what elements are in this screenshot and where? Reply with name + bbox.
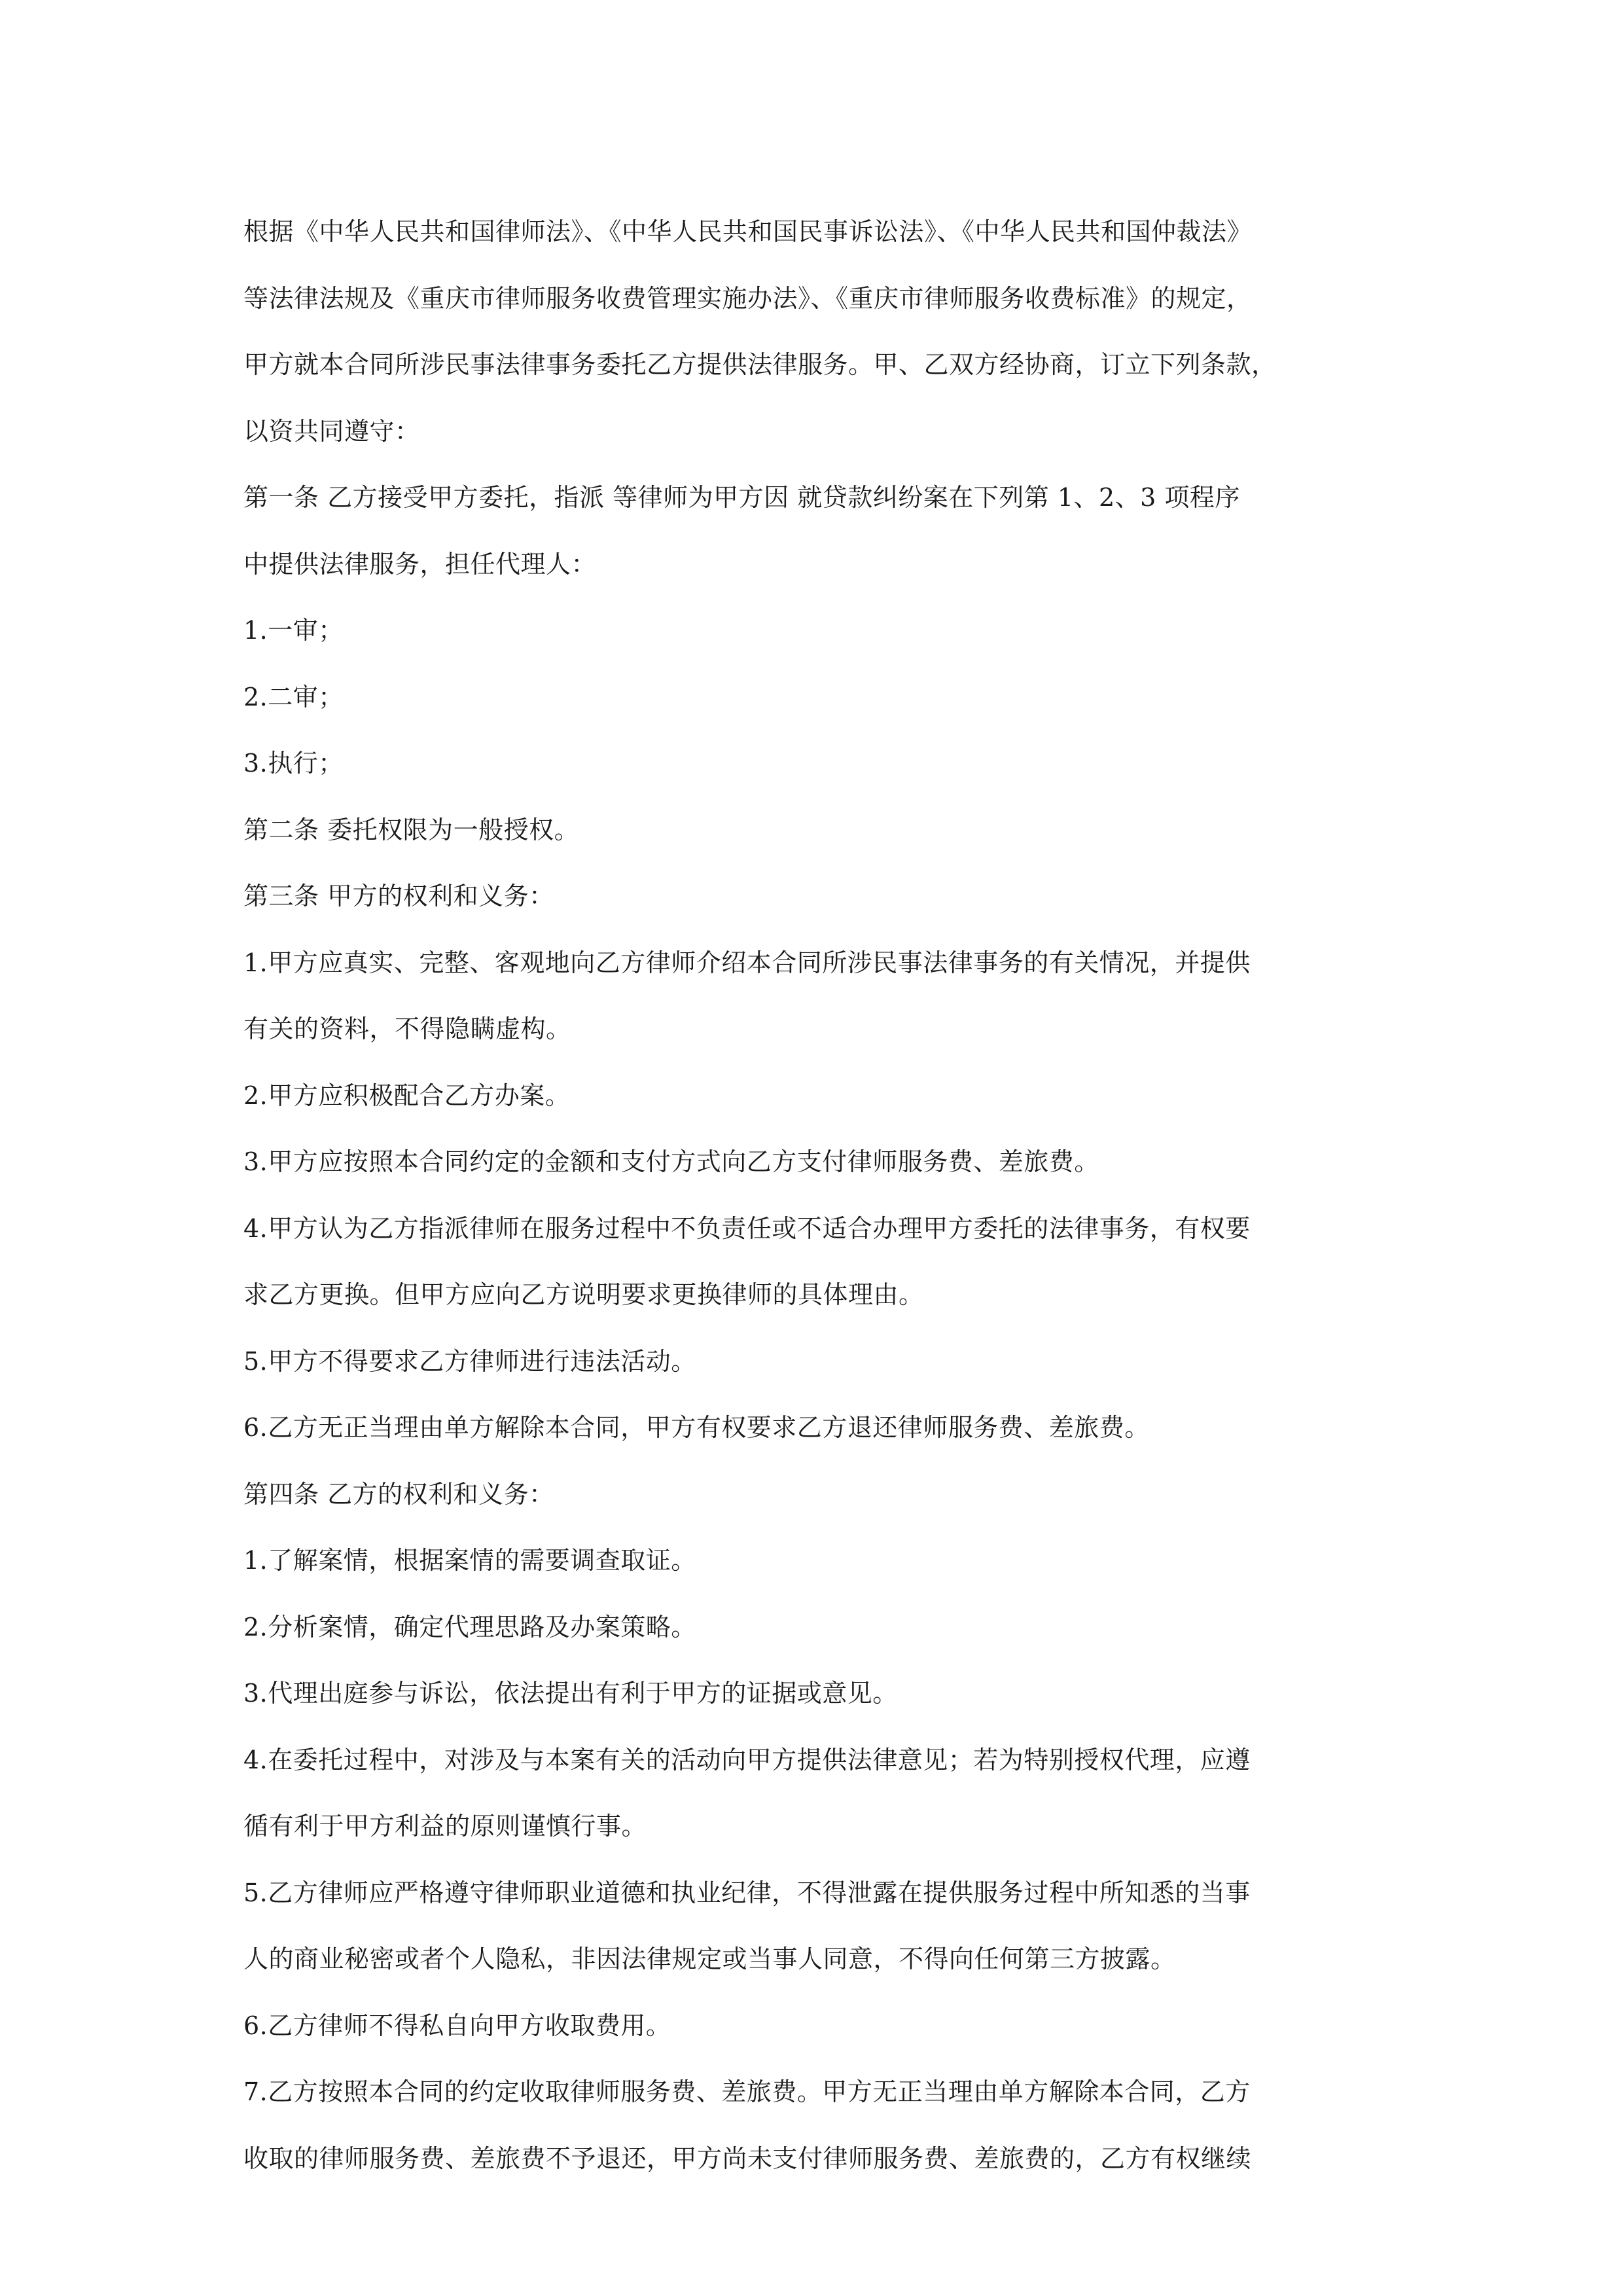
text-line: 循有利于甲方利益的原则谨慎行事。 xyxy=(243,1812,647,1840)
list-item: 1.了解案情，根据案情的需要调查取证。 xyxy=(243,1546,696,1575)
text-line: 甲方就本合同所涉民事法律事务委托乙方提供法律服务。甲、乙双方经协商，订立下列条款， xyxy=(243,350,1277,379)
list-item: 4.甲方认为乙方指派律师在服务过程中不负责任或不适合办理甲方委托的法律事务，有权要 xyxy=(243,1213,1251,1243)
list-item: 5.乙方律师应严格遵守律师职业道德和执业纪律，不得泄露在提供服务过程中所知悉的当事 xyxy=(243,1878,1251,1907)
list-item: 2.分析案情，确定代理思路及办案策略。 xyxy=(243,1612,696,1641)
list-item: 3.甲方应按照本合同约定的金额和支付方式向乙方支付律师服务费、差旅费。 xyxy=(243,1147,1099,1176)
text-line: 根据《中华人民共和国律师法》、《中华人民共和国民事诉讼法》、《中华人民共和国仲裁法》 xyxy=(243,217,1253,246)
list-item: 2.二审； xyxy=(243,682,344,711)
article-2-heading: 第二条 委托权限为一般授权。 xyxy=(243,815,580,844)
article-3-heading: 第三条 甲方的权利和义务： xyxy=(243,882,554,910)
list-item: 2.甲方应积极配合乙方办案。 xyxy=(243,1081,571,1110)
list-item: 7.乙方按照本合同的约定收取律师服务费、差旅费。甲方无正当理由单方解除本合同，乙方 xyxy=(243,2077,1251,2106)
contract-body xyxy=(243,208,1395,2201)
text-line: 以资共同遵守： xyxy=(243,416,420,446)
list-item: 6.乙方律师不得私自向甲方收取费用。 xyxy=(243,2011,671,2040)
list-item: 4.在委托过程中，对涉及与本案有关的活动向甲方提供法律意见；若为特别授权代理，应遵 xyxy=(243,1745,1251,1774)
text-line: 等法律法规及《重庆市律师服务收费管理实施办法》、《重庆市律师服务收费标准》的规定， xyxy=(243,283,1252,313)
text-line: 收取的律师服务费、差旅费不予退还，甲方尚未支付律师服务费、差旅费的，乙方有权继续 xyxy=(243,2144,1252,2173)
list-item: 1.一审； xyxy=(243,616,344,645)
list-item: 3.执行； xyxy=(243,749,344,778)
list-item: 3.代理出庭参与诉讼，依法提出有利于甲方的证据或意见。 xyxy=(243,1679,898,1708)
text-line: 人的商业秘密或者个人隐私，非因法律规定或当事人同意，不得向任何第三方披露。 xyxy=(243,1945,1176,1973)
list-item: 5.甲方不得要求乙方律师进行违法活动。 xyxy=(243,1346,696,1376)
article-1-heading: 第一条 乙方接受甲方委托，指派 等律师为甲方因 就贷款纠纷案在下列第 1、2、3 项程序 xyxy=(243,483,1240,512)
text-line: 有关的资料，不得隐瞒虚构。 xyxy=(243,1014,571,1043)
list-item: 1.甲方应真实、完整、客观地向乙方律师介绍本合同所涉民事法律事务的有关情况，并提供 xyxy=(243,948,1251,977)
list-item: 6.乙方无正当理由单方解除本合同，甲方有权要求乙方退还律师服务费、差旅费。 xyxy=(243,1413,1150,1442)
text-line: 中提供法律服务，担任代理人： xyxy=(243,549,597,579)
article-4-heading: 第四条 乙方的权利和义务： xyxy=(243,1479,554,1509)
text-line: 求乙方更换。但甲方应向乙方说明要求更换律师的具体理由。 xyxy=(243,1280,924,1309)
